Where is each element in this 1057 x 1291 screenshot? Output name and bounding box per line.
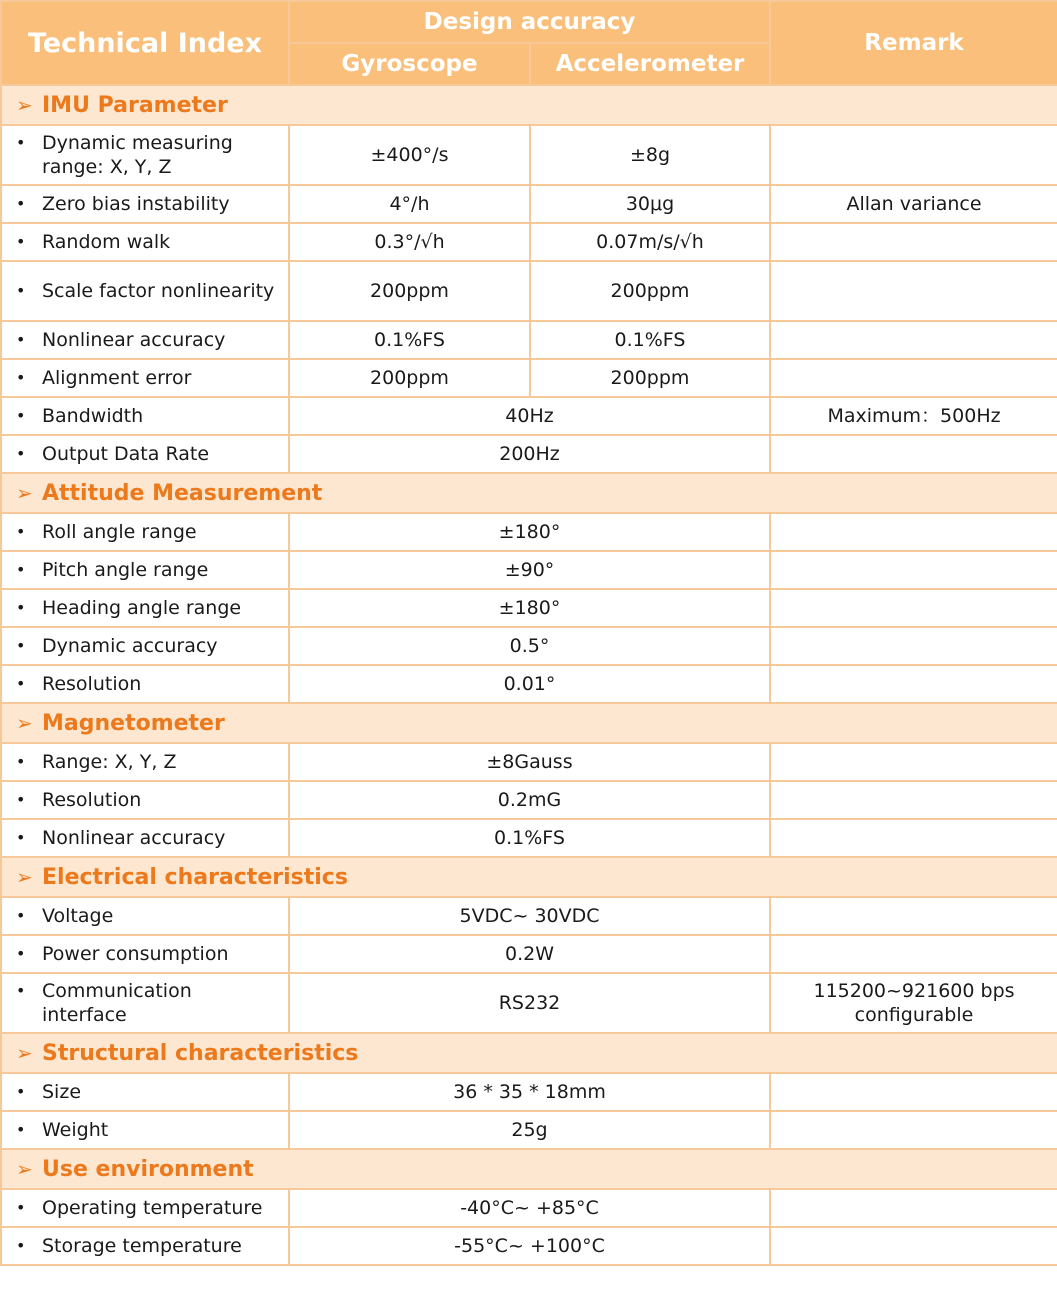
shared-value: 25g [289, 1111, 770, 1149]
bullet-icon: • [16, 906, 26, 925]
table-row [1, 589, 1057, 627]
shared-value: ±8Gauss [289, 743, 770, 781]
parameter-name: Resolution [42, 673, 142, 695]
accelerometer-value: 0.1%FS [530, 321, 770, 359]
table-row [1, 551, 1057, 589]
parameter-name-cell [1, 1227, 289, 1265]
parameter-name: Dynamic measuring range: X, Y, Z [42, 132, 233, 178]
table-row [1, 359, 1057, 397]
parameter-name-cell [1, 125, 289, 185]
bullet-icon: • [16, 598, 26, 617]
gyroscope-value: 200ppm [289, 359, 530, 397]
header-remark: Remark [770, 1, 1057, 85]
shared-value: 0.1%FS [289, 819, 770, 857]
remark-value: Allan variance [770, 185, 1057, 223]
table-row [1, 935, 1057, 973]
accelerometer-value: 200ppm [530, 261, 770, 321]
bullet-icon: • [16, 944, 26, 963]
parameter-name-cell [1, 589, 289, 627]
section-title-cell [1, 473, 1057, 513]
shared-value: -55°C~ +100°C [289, 1227, 770, 1265]
remark-value [770, 223, 1057, 261]
bullet-icon: • [16, 330, 26, 349]
section-header [1, 1033, 1057, 1073]
table-row [1, 627, 1057, 665]
bullet-icon: • [16, 560, 26, 579]
parameter-name-cell [1, 185, 289, 223]
bullet-icon: • [16, 752, 26, 771]
table-body [1, 85, 1057, 1265]
parameter-name-cell [1, 397, 289, 435]
header-gyroscope: Gyroscope [289, 43, 530, 85]
section-title: Structural characteristics [42, 1040, 359, 1066]
remark-value [770, 261, 1057, 321]
parameter-name-cell [1, 223, 289, 261]
parameter-name-cell [1, 1111, 289, 1149]
shared-value: 0.5° [289, 627, 770, 665]
table-row [1, 1189, 1057, 1227]
parameter-name: Nonlinear accuracy [42, 329, 226, 351]
parameter-name: Random walk [42, 231, 171, 253]
remark-value [770, 589, 1057, 627]
remark-value [770, 743, 1057, 781]
remark-value [770, 359, 1057, 397]
section-title: Electrical characteristics [42, 864, 348, 890]
parameter-name-cell [1, 627, 289, 665]
bullet-icon: • [16, 1082, 26, 1101]
table-row [1, 1227, 1057, 1265]
table-row [1, 321, 1057, 359]
bullet-icon: • [16, 522, 26, 541]
arrow-right-icon: ➢ [16, 710, 33, 735]
table-row [1, 897, 1057, 935]
parameter-name: Power consumption [42, 943, 229, 965]
bullet-icon: • [16, 194, 26, 213]
parameter-name: Roll angle range [42, 521, 197, 543]
remark-value [770, 435, 1057, 473]
section-header [1, 857, 1057, 897]
bullet-icon: • [16, 232, 26, 251]
parameter-name: Bandwidth [42, 405, 144, 427]
bullet-icon: • [16, 828, 26, 847]
table-row [1, 513, 1057, 551]
remark-value [770, 935, 1057, 973]
table-row [1, 261, 1057, 321]
shared-value: 200Hz [289, 435, 770, 473]
parameter-name-cell [1, 665, 289, 703]
gyroscope-value: 0.3°/√h [289, 223, 530, 261]
section-title-cell [1, 1033, 1057, 1073]
parameter-name: Size [42, 1081, 82, 1103]
arrow-right-icon: ➢ [16, 1040, 33, 1065]
table-row [1, 435, 1057, 473]
parameter-name-cell [1, 435, 289, 473]
parameter-name-cell [1, 897, 289, 935]
section-title: Use environment [42, 1156, 254, 1182]
accelerometer-value: 200ppm [530, 359, 770, 397]
table-row [1, 125, 1057, 185]
remark-value [770, 1073, 1057, 1111]
remark-value [770, 551, 1057, 589]
arrow-right-icon: ➢ [16, 1156, 33, 1181]
remark-value [770, 125, 1057, 185]
gyroscope-value: 4°/h [289, 185, 530, 223]
remark-value [770, 1111, 1057, 1149]
accelerometer-value: ±8g [530, 125, 770, 185]
parameter-name: Alignment error [42, 367, 192, 389]
table-row [1, 819, 1057, 857]
accelerometer-value: 0.07m/s/√h [530, 223, 770, 261]
arrow-right-icon: ➢ [16, 92, 33, 117]
bullet-icon: • [16, 133, 26, 152]
gyroscope-value: ±400°/s [289, 125, 530, 185]
shared-value: 0.2mG [289, 781, 770, 819]
gyroscope-value: 0.1%FS [289, 321, 530, 359]
parameter-name: Range: X, Y, Z [42, 751, 177, 773]
bullet-icon: • [16, 981, 26, 1000]
parameter-name: Output Data Rate [42, 443, 210, 465]
shared-value: 0.01° [289, 665, 770, 703]
bullet-icon: • [16, 406, 26, 425]
shared-value: 5VDC~ 30VDC [289, 897, 770, 935]
arrow-right-icon: ➢ [16, 480, 33, 505]
bullet-icon: • [16, 1120, 26, 1139]
remark-value [770, 321, 1057, 359]
parameter-name: Dynamic accuracy [42, 635, 218, 657]
section-title: Magnetometer [42, 710, 225, 736]
shared-value: ±90° [289, 551, 770, 589]
remark-value [770, 897, 1057, 935]
table-row [1, 185, 1057, 223]
parameter-name-cell [1, 973, 289, 1033]
table-row [1, 223, 1057, 261]
parameter-name: Nonlinear accuracy [42, 827, 226, 849]
remark-value: Maximum：500Hz [770, 397, 1057, 435]
shared-value: ±180° [289, 513, 770, 551]
parameter-name-cell [1, 1073, 289, 1111]
remark-value [770, 627, 1057, 665]
parameter-name: Operating temperature [42, 1197, 263, 1219]
section-title: IMU Parameter [42, 92, 228, 118]
bullet-icon: • [16, 1198, 26, 1217]
section-title-cell [1, 857, 1057, 897]
table-row [1, 781, 1057, 819]
section-title: Attitude Measurement [42, 480, 323, 506]
parameter-name: Zero bias instability [42, 193, 230, 215]
parameter-name: Voltage [42, 905, 114, 927]
remark-value: 115200~921600 bps configurable [770, 973, 1057, 1033]
bullet-icon: • [16, 368, 26, 387]
parameter-name-cell [1, 1189, 289, 1227]
arrow-right-icon: ➢ [16, 864, 33, 889]
parameter-name-cell [1, 781, 289, 819]
parameter-name-cell [1, 261, 289, 321]
shared-value: 40Hz [289, 397, 770, 435]
parameter-name-cell [1, 359, 289, 397]
parameter-name-cell [1, 551, 289, 589]
bullet-icon: • [16, 636, 26, 655]
parameter-name-cell [1, 321, 289, 359]
section-title-cell [1, 1149, 1057, 1189]
parameter-name: Weight [42, 1119, 109, 1141]
remark-value [770, 665, 1057, 703]
shared-value: 0.2W [289, 935, 770, 973]
table-row [1, 973, 1057, 1033]
remark-value [770, 781, 1057, 819]
remark-value [770, 1189, 1057, 1227]
parameter-name: Pitch angle range [42, 559, 209, 581]
parameter-name-cell [1, 743, 289, 781]
header-accelerometer: Accelerometer [530, 43, 770, 85]
bullet-icon: • [16, 444, 26, 463]
shared-value: -40°C~ +85°C [289, 1189, 770, 1227]
shared-value: RS232 [289, 973, 770, 1033]
parameter-name: Scale factor nonlinearity [42, 280, 275, 302]
section-title-cell [1, 703, 1057, 743]
table-row [1, 1111, 1057, 1149]
section-header [1, 85, 1057, 125]
bullet-icon: • [16, 1236, 26, 1255]
section-header [1, 473, 1057, 513]
parameter-name-cell [1, 819, 289, 857]
gyroscope-value: 200ppm [289, 261, 530, 321]
table-row [1, 743, 1057, 781]
remark-value [770, 513, 1057, 551]
remark-value [770, 1227, 1057, 1265]
bullet-icon: • [16, 281, 26, 300]
parameter-name: Heading angle range [42, 597, 242, 619]
shared-value: 36 * 35 * 18mm [289, 1073, 770, 1111]
remark-value [770, 819, 1057, 857]
section-header [1, 1149, 1057, 1189]
table-header [1, 1, 1057, 85]
shared-value: ±180° [289, 589, 770, 627]
header-design-accuracy: Design accuracy [289, 1, 770, 43]
table-row [1, 1073, 1057, 1111]
accelerometer-value: 30μg [530, 185, 770, 223]
parameter-name: Communication interface [42, 980, 192, 1026]
bullet-icon: • [16, 674, 26, 693]
parameter-name: Resolution [42, 789, 142, 811]
section-header [1, 703, 1057, 743]
parameter-name-cell [1, 935, 289, 973]
bullet-icon: • [16, 790, 26, 809]
section-title-cell [1, 85, 1057, 125]
table-row [1, 665, 1057, 703]
parameter-name: Storage temperature [42, 1235, 242, 1257]
header-technical-index: Technical Index [1, 1, 289, 85]
table-row [1, 397, 1057, 435]
parameter-name-cell [1, 513, 289, 551]
